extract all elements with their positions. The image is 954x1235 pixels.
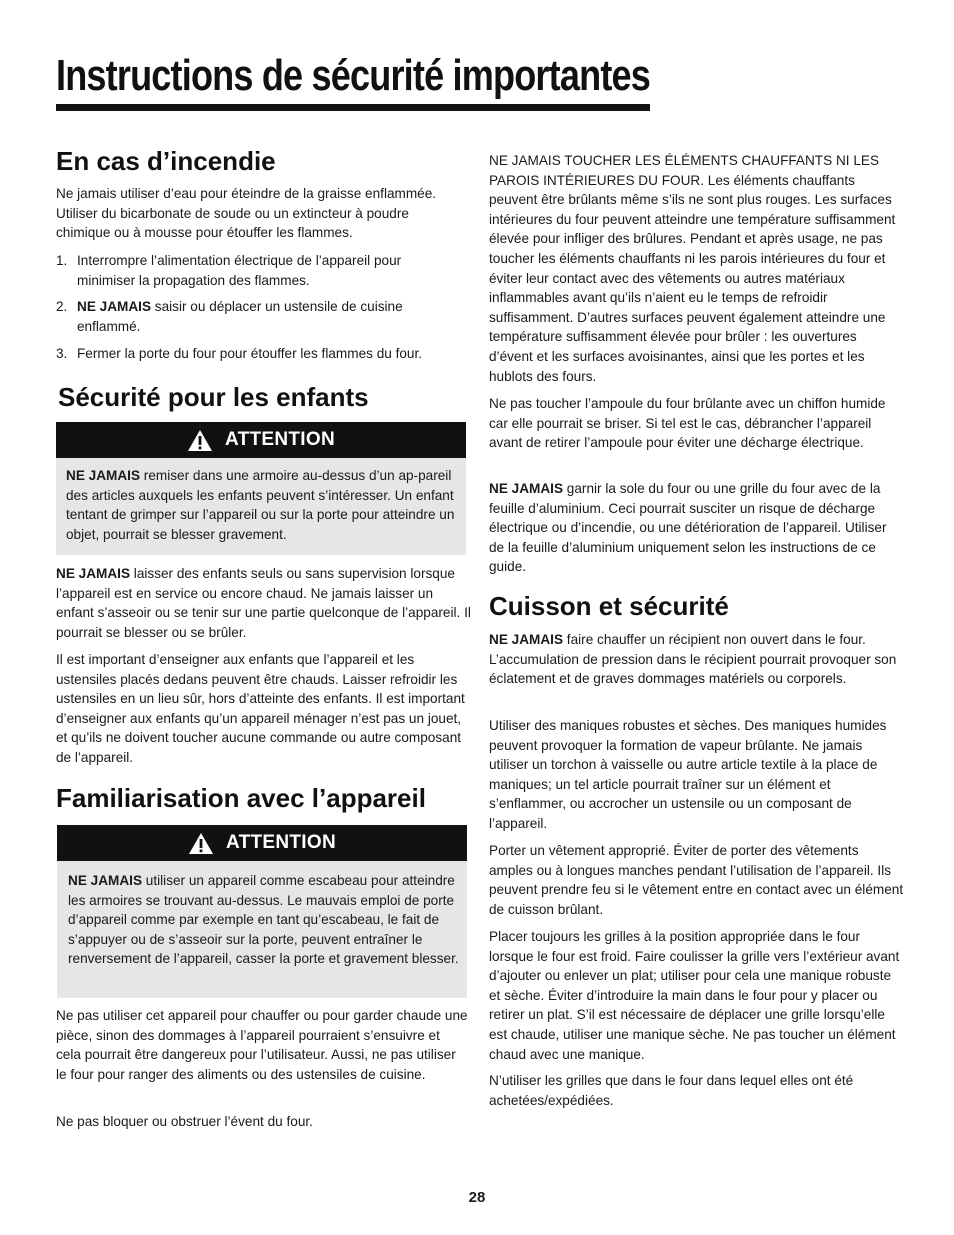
emphasis: NE JAMAIS — [489, 632, 564, 647]
warning-text — [68, 871, 464, 969]
emphasis: NE JAMAIS — [66, 468, 141, 483]
children-paragraph-2: Il est important d’enseigner aux enfants que l’appareil et les ustensiles placés dedans peuvent être chauds. Laisser refroidir les ustensiles en un lieu sûr, hors d’atteinte des enfants. Il est important d’enseigner aux enfants qu’un appareil ménager n’est pas un jouet, et qu’ils ne doivent toucher aucune commande ou autre composant de l’appareil. — [56, 652, 465, 765]
paragraph-text: garnir la sole du four ou une grille du four avec de la feuille d’aluminium. Ceci pourrait susciter un risque de décharge électrique ou d’incendie, ou une détérioration de l’appareil. Utiliser de la feuille d’aluminium uniquement selon les instructions de ce guide. — [489, 481, 887, 575]
warning-bar — [57, 825, 467, 861]
warning-text-rest: remiser dans une armoire au-dessus d’un ap-pareil des articles auxquels les enfants peuvent s’intéresser. Un enfant tentant de grimper sur l’appareil ou sur la porte pour atteindre un objet, pourrait se blesser gravement. — [66, 468, 455, 542]
warning-text-rest: utiliser un appareil comme escabeau pour atteindre les armoires se trouvant au-dessus. Le mauvais emploi de porte d’appareil comme par exemple en tant qu’escabeau, le fait de s’appuyer ou de s’asseoir sur la porte, peuvent entraîner le renversement de l’appareil, casser la porte et gravement blesser. — [68, 873, 459, 967]
warning-triangle-icon — [187, 429, 213, 452]
children-paragraph-1 — [56, 564, 472, 642]
children-heading: Sécurité pour les enfants — [58, 382, 369, 412]
fire-list-item-1 — [56, 251, 442, 291]
fire-list-item-2 — [56, 297, 442, 337]
emphasis: NE JAMAIS — [489, 481, 564, 496]
familiar-warning-box — [57, 825, 467, 998]
children-warning-box — [56, 422, 466, 555]
list-text — [77, 297, 442, 336]
warning-label: ATTENTION — [224, 429, 335, 450]
fire-list-item-3 — [56, 344, 466, 364]
cooking-heading: Cuisson et sécurité — [489, 591, 729, 621]
cooking-paragraph-2: Utiliser des maniques robustes et sèches. Des maniques humides peuvent provoquer la formation de vapeur brûlante. Ne jamais utiliser un torchon à vaisselle ou autre article textile à la place de maniques; un tel article pourrait traîner sur un élément et s’enflammer, ou accrocher un ustensile ou un composant de l’appareil. — [489, 718, 887, 831]
right-paragraph-2: Ne pas toucher l’ampoule du four brûlante avec un chiffon humide car elle pourrait se briser. Si tel est le cas, débrancher l’appareil avant de retirer l’ampoule pour éviter une décharge électrique. — [489, 396, 886, 451]
warning-bar — [56, 422, 466, 458]
list-text: Interrompre l’alimentation électrique de l’appareil pour minimiser la propagation des flammes. — [77, 253, 402, 288]
fire-heading: En cas d’incendie — [56, 146, 276, 176]
title-rule — [56, 104, 650, 111]
list-number: 1. — [56, 253, 68, 268]
list-text: Fermer la porte du four pour étouffer les flammes du four. — [77, 346, 423, 361]
right-paragraph-3 — [489, 479, 904, 577]
right-paragraph-1: NE JAMAIS TOUCHER LES ÉLÉMENTS CHAUFFANTS NI LES PAROIS INTÉRIEURES DU FOUR. Les éléments chauffants peuvent être brûlants même s’ils ne sont plus rouges. Les surfaces intérieures du four peuvent atteindre une température suffisamment élevée pour infliger des brûlures. Pendant et après usage, ne pas toucher les éléments chauffants ni les parois intérieures du four et éviter leur contact avec des vêtements ou autres matériaux inflammables avant qu’ils n’aient eu le temps de refroidir suffisamment. D’autres surfaces peuvent également atteindre une température suffisamment élevée pour brûler : les ouvertures d’évent et les surfaces avoisinantes, ainsi que les portes et les hublots des fours. — [489, 153, 896, 384]
fire-intro: Ne jamais utiliser d’eau pour éteindre de la graisse enflammée. Utiliser du bicarbonate de soude ou un extincteur à poudre chimique ou à mousse pour étouffer les flammes. — [56, 186, 437, 241]
paragraph-text: faire chauffer un récipient non ouvert dans le four. L’accumulation de pression dans le récipient pourrait provoquer son éclatement et de graves dommages matériels ou corporels. — [489, 632, 897, 687]
cooking-paragraph-3: Porter un vêtement approprié. Éviter de porter des vêtements amples ou à longues manches pendant l’utilisation de l’appareil. Ils peuvent prendre feu si le vêtement entre en contact avec un élément de cuisson brûlant. — [489, 843, 904, 917]
list-text-rest: saisir ou déplacer un ustensile de cuisine enflammé. — [77, 299, 403, 334]
familiar-paragraph-2: Ne pas bloquer ou obstruer l’évent du four. — [56, 1114, 313, 1129]
emphasis: NE JAMAIS — [68, 873, 143, 888]
warning-label: ATTENTION — [225, 832, 336, 853]
emphasis: NE JAMAIS — [56, 566, 131, 581]
paragraph-text: laisser des enfants seuls ou sans supervision lorsque l’appareil est en service ou encore chaud. Ne jamais laisser un enfant s’asseoir ou se tenir sur une partie quelconque de l’appareil. Il pourrait se blesser ou se brûler. — [56, 566, 471, 640]
page-number: 28 — [468, 1189, 486, 1206]
warning-triangle-icon — [188, 832, 214, 855]
page-title: Instructions de sécurité importantes — [56, 51, 651, 100]
familiar-paragraph-1: Ne pas utiliser cet appareil pour chauffer ou pour garder chaude une pièce, sinon des dommages à l’appareil pourraient s’ensuivre et cela pourrait être dangereux pour l’utilisateur. Aussi, ne pas utiliser le four pour ranger des aliments ou des ustensiles de cuisine. — [56, 1008, 468, 1082]
list-number: 2. — [56, 299, 68, 314]
warning-text — [66, 466, 458, 544]
familiar-heading: Familiarisation avec l’appareil — [56, 783, 426, 813]
emphasis: NE JAMAIS — [77, 299, 152, 314]
cooking-paragraph-4: Placer toujours les grilles à la position appropriée dans le four lorsque le four est froid. Faire coulisser la grille vers l’extérieur avant d’ajouter ou enlever un plat; utiliser pour cela une manique robuste et sèche. Éviter d’introduire la main dans le four pour y placer ou retirer un plat. S’il est nécessaire de déplacer une grille lorsqu’elle est chaude, utiliser une manique sèche. Ne pas toucher un élément chaud avec une manique. — [489, 929, 900, 1062]
cooking-paragraph-5: N’utiliser les grilles que dans le four dans lequel elles ont été achetées/expédiées. — [489, 1073, 854, 1108]
list-number: 3. — [56, 346, 68, 361]
cooking-paragraph-1 — [489, 630, 904, 689]
